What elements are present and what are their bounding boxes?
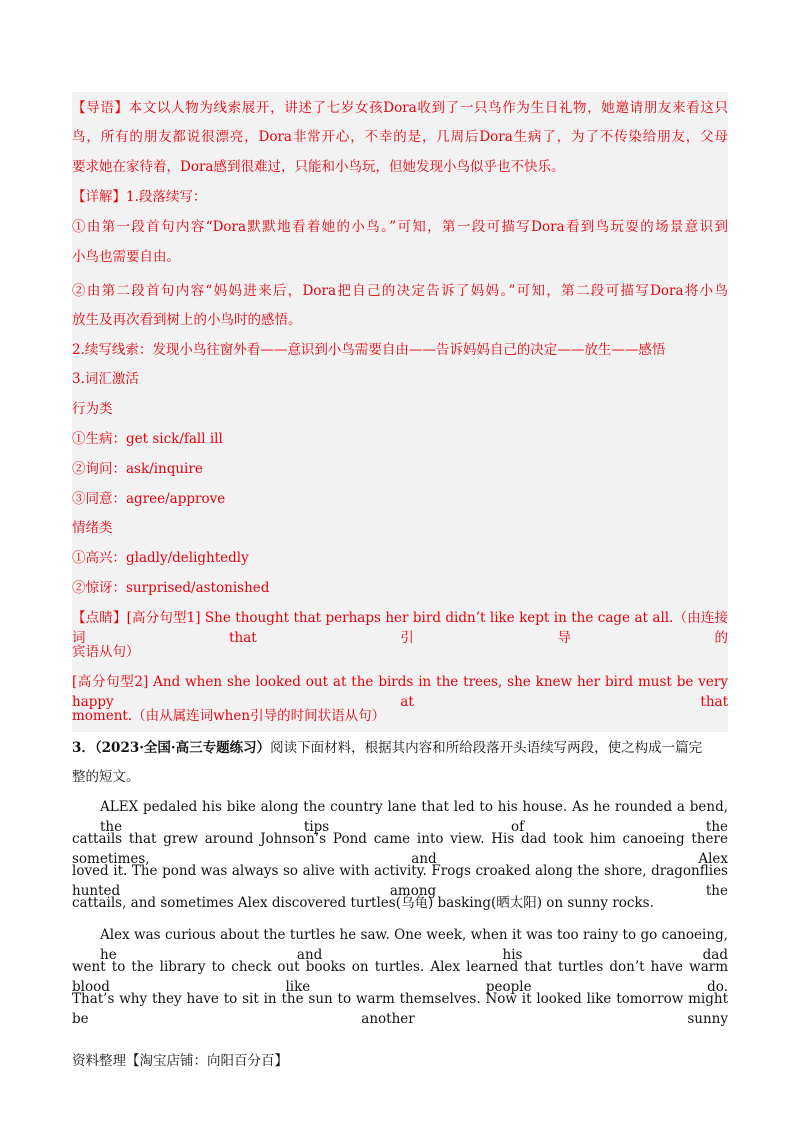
answer-line: ①由第一段首句内容“Dora默默地看着她的小鸟。”可知，第一段可描写Dora看到鸟玩耍的场景意识到 bbox=[72, 219, 728, 235]
answer-line: 2.续写线索：发现小鸟往窗外看——意识到小鸟需要自由——告诉妈妈自己的决定——放生——感悟 bbox=[72, 342, 666, 358]
passage-line: Alex was curious about the turtles he saw. One week, when it was too rainy to go canoeing, he and his dad bbox=[100, 927, 728, 963]
answer-line: 情绪类 bbox=[72, 520, 113, 536]
question-instruction-continued: 整的短文。 bbox=[72, 769, 140, 785]
passage-line: went to the library to check out books on turtles. Alex learned that turtles don’t have warm blood like people do. bbox=[72, 959, 728, 995]
answer-line: 【导语】本文以人物为线索展开，讲述了七岁女孩Dora收到了一只鸟作为生日礼物，她邀请朋友来看这只 bbox=[72, 100, 728, 116]
answer-line: ③同意：agree/approve bbox=[72, 491, 226, 507]
answer-line: moment.（由从属连词when引导的时间状语从句） bbox=[72, 708, 386, 724]
answer-line: ②询问：ask/inquire bbox=[72, 461, 203, 477]
answer-line: [高分句型2] And when she looked out at the birds in the trees, she knew her bird must be very happy at that bbox=[72, 674, 728, 710]
answer-line: ①高兴：gladly/delightedly bbox=[72, 550, 249, 566]
answer-line: 小鸟也需要自由。 bbox=[72, 249, 180, 265]
answer-line: ②由第二段首句内容“妈妈进来后，Dora把自己的决定告诉了妈妈。”可知，第二段可描写Dora将小鸟 bbox=[72, 283, 728, 299]
question-source: （2023·全国·高三专题练习） bbox=[94, 740, 271, 756]
answer-line: ①生病：get sick/fall ill bbox=[72, 431, 223, 447]
answer-line: 3.词汇激活 bbox=[72, 371, 139, 387]
answer-line: 鸟，所有的朋友都说很漂亮，Dora非常开心，不幸的是，几周后Dora生病了，为了不传染给朋友，父母 bbox=[72, 129, 728, 145]
passage-line: That’s why they have to sit in the sun to warm themselves. Now it looked like tomorrow might be another sunny bbox=[72, 991, 728, 1027]
page-footer: 资料整理【淘宝店铺：向阳百分百】 bbox=[72, 1053, 288, 1069]
answer-line: 宾语从句） bbox=[72, 644, 140, 660]
answer-line: 放生及再次看到树上的小鸟时的感悟。 bbox=[72, 312, 302, 328]
answer-line: 要求她在家待着，Dora感到很难过，只能和小鸟玩，但她发现小鸟似乎也不快乐。 bbox=[72, 159, 565, 175]
answer-line: ②惊讶：surprised/astonished bbox=[72, 580, 270, 596]
passage-line: ALEX pedaled his bike along the country lane that led to his house. As he rounded a bend, the tips of the bbox=[100, 799, 728, 835]
question-instruction: 阅读下面材料，根据其内容和所给段落开头语续写两段，使之构成一篇完 bbox=[270, 740, 703, 756]
passage-line: loved it. The pond was always so alive with activity. Frogs croaked along the shore, dragonflies hunted among the bbox=[72, 863, 728, 899]
answer-line: 【点睛】[高分句型1] She thought that perhaps her bird didn’t like kept in the cage at all.（由连接词that引导的 bbox=[72, 610, 728, 646]
question-header bbox=[72, 738, 728, 758]
question-number: 3． bbox=[72, 740, 95, 756]
answer-line: 行为类 bbox=[72, 401, 113, 417]
passage-line: cattails, and sometimes Alex discovered turtles(乌龟) basking(晒太阳) on sunny rocks. bbox=[72, 895, 654, 911]
answer-line: 【详解】1.段落续写： bbox=[72, 189, 207, 205]
passage-line: cattails that grew around Johnson’s Pond came into view. His dad took him canoeing there sometimes, and Alex bbox=[72, 831, 728, 867]
